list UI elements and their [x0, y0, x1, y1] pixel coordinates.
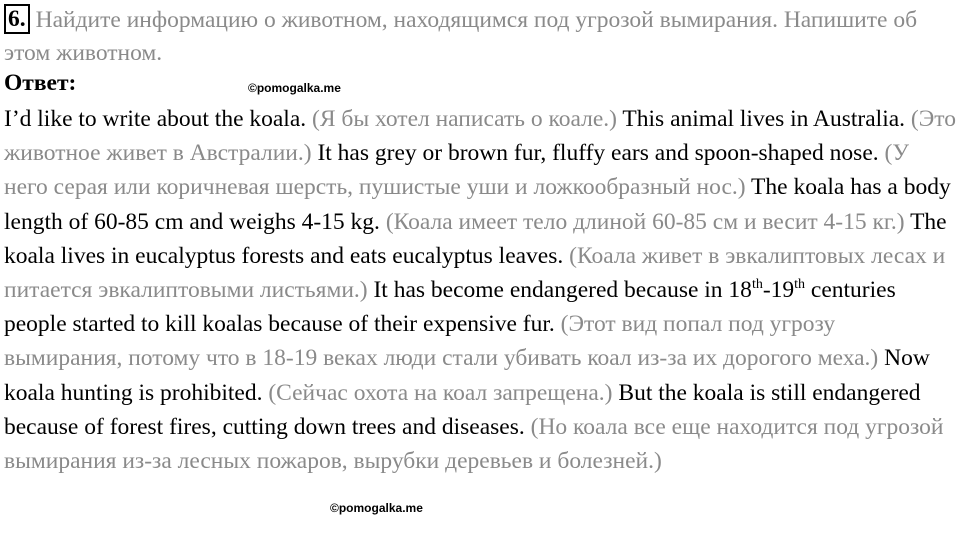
answer-sentence-en: It has grey or brown fur, fluffy ears and spoon-shaped nose. — [317, 140, 879, 167]
sentence-part: centuries people started to kill koalas because of their expensive fur. — [4, 277, 896, 338]
answer-sentence-en: This animal lives in Australia. — [622, 106, 906, 132]
answer-translation-ru: (Я бы хотел написать о коале.) — [312, 106, 617, 132]
sentence-part: -19 — [762, 277, 795, 304]
answer-translation-ru: (Сейчас охота на коал запрещена.) — [268, 379, 613, 406]
answer-translation-ru: (Это животное живет в Австралии.) — [4, 106, 956, 167]
answer-translation-ru: (Этот вид попал под угрозу вымирания, потому что в 18-19 веках люди стали убивать коал из-за их дорогого меха.) — [4, 311, 879, 372]
answer-label: Ответ: — [4, 70, 77, 96]
answer-sentence-en: The koala lives in eucalyptus forests and eats eucalyptus leaves. — [4, 208, 947, 269]
watermark-top: ©pomogalka.me — [248, 81, 341, 95]
task-number: 6. — [4, 4, 30, 34]
answer-translation-ru: (Коала имеет тело длиной 60-85 см и весит 4-15 кг.) — [385, 208, 905, 235]
answer-translation-ru: (Коала живет в эвкалиптовых лесах и питается эвкалиптовыми листьями.) — [4, 242, 946, 304]
answer-translation-ru: (У него серая или коричневая шерсть, пушистые уши и ложкообразный нос.) — [4, 140, 909, 201]
watermark-bottom: ©pomogalka.me — [330, 501, 423, 515]
superscript: th — [751, 277, 763, 293]
answer-sentence-en: I’d like to write about the koala. — [4, 106, 307, 132]
task-text: Найдите информацию о животном, находящимся под угрозой вымирания. Напишите об этом животном. — [4, 7, 918, 66]
answer-text — [4, 102, 958, 478]
answer-sentence-en: Now koala hunting is prohibited. — [4, 345, 930, 406]
answer-sentence-en: The koala has a body length of 60-85 cm and weighs 4-15 kg. — [4, 174, 951, 235]
superscript: th — [794, 277, 806, 293]
answer-sentence-en: But the koala is still endangered because of forest fires, cutting down trees and diseases. — [4, 379, 921, 440]
sentence-part: It has become endangered because in 18 — [373, 277, 752, 304]
task-statement — [4, 4, 956, 70]
answer-translation-ru: (Но коала все еще находится под угрозой вымирания из-за лесных пожаров, вырубки деревьев и болезней.) — [4, 413, 944, 475]
